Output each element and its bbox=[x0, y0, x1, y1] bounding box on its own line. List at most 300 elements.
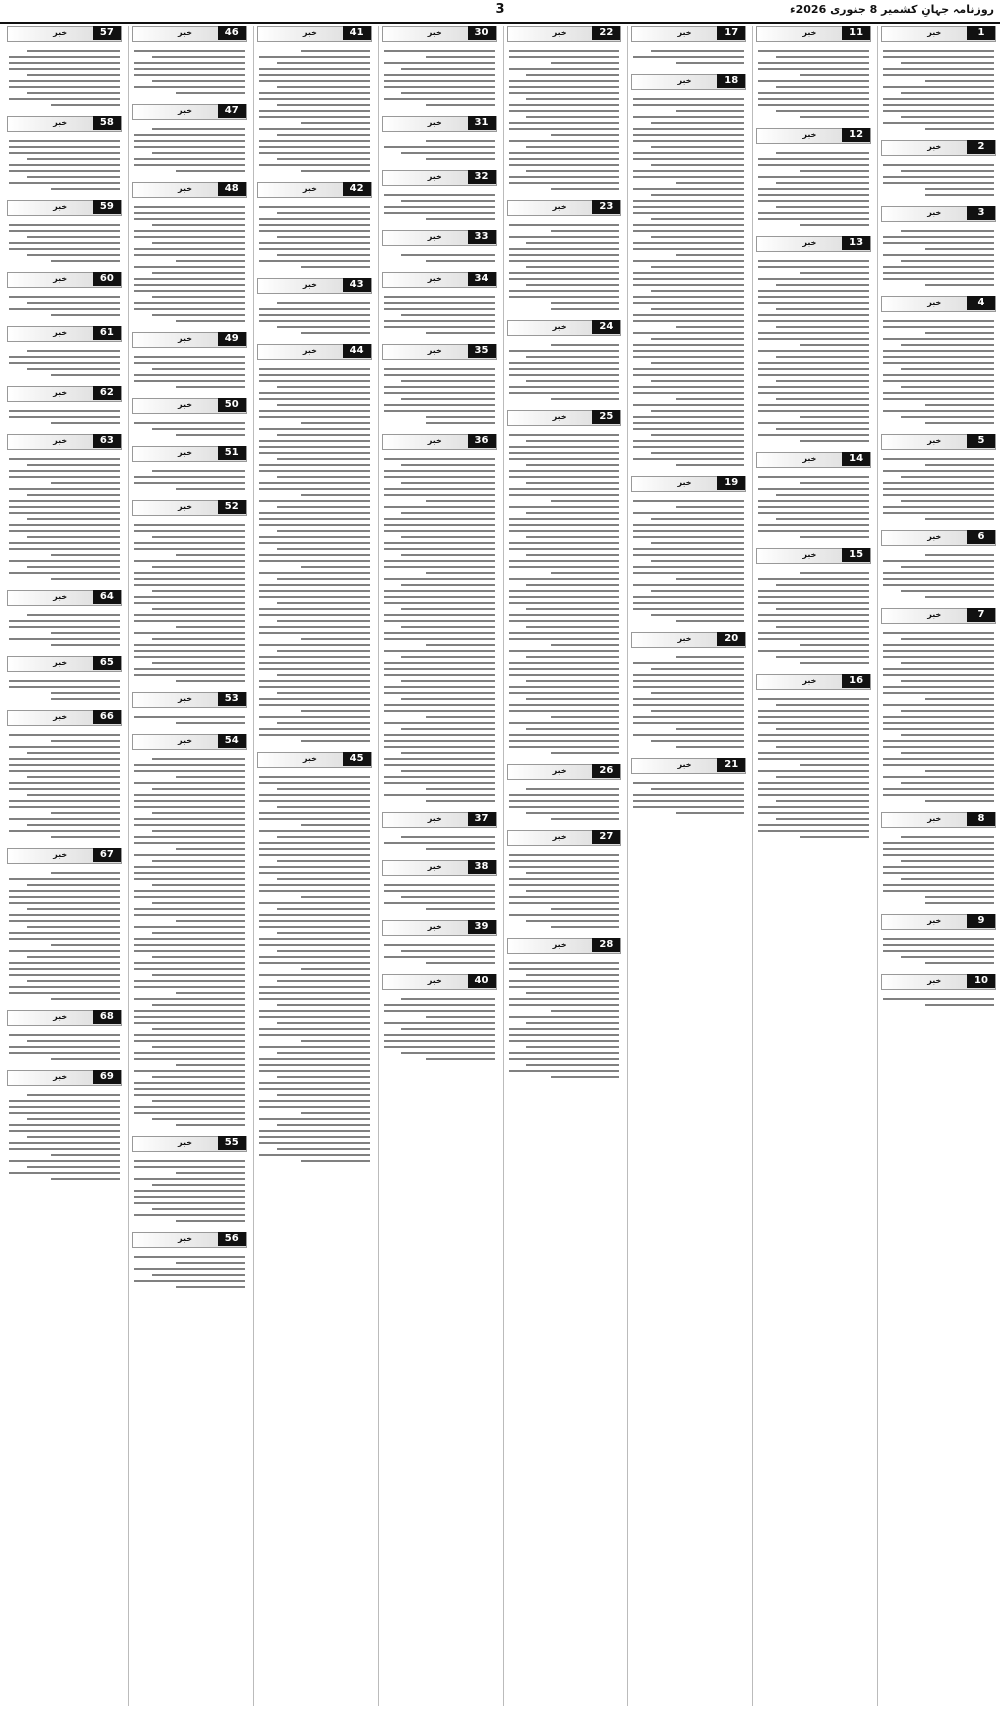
text-line bbox=[758, 362, 869, 364]
item-label: خبر bbox=[178, 448, 193, 457]
text-line bbox=[384, 62, 495, 64]
text-line bbox=[776, 728, 869, 730]
text-line bbox=[51, 314, 120, 316]
text-line bbox=[9, 1142, 120, 1144]
text-line bbox=[134, 770, 245, 772]
text-line bbox=[259, 542, 370, 544]
news-item bbox=[507, 764, 622, 825]
text-line bbox=[633, 572, 744, 574]
item-body-text bbox=[382, 993, 497, 1065]
text-line bbox=[526, 656, 619, 658]
item-header-bar bbox=[132, 182, 247, 198]
text-line bbox=[509, 566, 620, 568]
text-line bbox=[152, 902, 245, 904]
text-line bbox=[676, 812, 745, 814]
text-line bbox=[384, 518, 495, 520]
text-line bbox=[384, 74, 495, 76]
text-line bbox=[51, 632, 120, 634]
text-line bbox=[51, 1154, 120, 1156]
item-number: 27 bbox=[592, 830, 620, 844]
text-line bbox=[9, 950, 120, 952]
item-number: 47 bbox=[218, 104, 246, 118]
text-line bbox=[509, 368, 620, 370]
text-line bbox=[551, 62, 620, 64]
item-number: 65 bbox=[93, 656, 121, 670]
text-line bbox=[633, 368, 744, 370]
text-line bbox=[633, 596, 744, 598]
text-line bbox=[901, 680, 994, 682]
item-label: خبر bbox=[677, 478, 692, 487]
text-line bbox=[259, 644, 370, 646]
text-line bbox=[426, 260, 495, 262]
text-line bbox=[883, 326, 994, 328]
text-line bbox=[134, 218, 245, 220]
text-line bbox=[9, 1052, 120, 1054]
text-line bbox=[27, 1166, 120, 1168]
text-line bbox=[883, 560, 994, 562]
text-line bbox=[883, 656, 994, 658]
item-number: 32 bbox=[468, 170, 496, 184]
news-column bbox=[253, 26, 372, 1706]
item-label: خبر bbox=[927, 610, 942, 619]
text-line bbox=[901, 836, 994, 838]
item-number: 23 bbox=[592, 200, 620, 214]
text-line bbox=[426, 416, 495, 418]
text-line bbox=[758, 98, 869, 100]
news-item bbox=[7, 656, 122, 705]
text-line bbox=[633, 272, 744, 274]
text-line bbox=[901, 62, 994, 64]
text-line bbox=[384, 80, 495, 82]
text-line bbox=[883, 512, 994, 514]
text-line bbox=[27, 518, 120, 520]
news-item bbox=[7, 1070, 122, 1185]
text-line bbox=[384, 956, 495, 958]
text-line bbox=[633, 386, 744, 388]
news-item bbox=[881, 206, 996, 291]
item-label: خبر bbox=[427, 922, 442, 931]
text-line bbox=[925, 1004, 994, 1006]
item-number: 34 bbox=[468, 272, 496, 286]
text-line bbox=[176, 386, 245, 388]
text-line bbox=[758, 200, 869, 202]
item-header-bar bbox=[756, 674, 871, 690]
text-line bbox=[9, 146, 120, 148]
text-line bbox=[259, 56, 370, 58]
text-line bbox=[426, 848, 495, 850]
text-line bbox=[259, 152, 370, 154]
item-body-text bbox=[132, 201, 247, 327]
text-line bbox=[401, 608, 494, 610]
text-line bbox=[401, 950, 494, 952]
item-body-text bbox=[7, 135, 122, 195]
item-number: 36 bbox=[468, 434, 496, 448]
item-body-text bbox=[631, 45, 746, 69]
text-line bbox=[509, 290, 620, 292]
text-line bbox=[925, 596, 994, 598]
text-line bbox=[509, 350, 620, 352]
text-line bbox=[676, 182, 745, 184]
item-body-text bbox=[132, 519, 247, 687]
text-line bbox=[134, 836, 245, 838]
text-line bbox=[883, 392, 994, 394]
text-line bbox=[384, 590, 495, 592]
text-line bbox=[384, 212, 495, 214]
item-number: 3 bbox=[967, 206, 995, 220]
masthead bbox=[0, 0, 1000, 24]
text-line bbox=[134, 158, 245, 160]
text-line bbox=[901, 734, 994, 736]
text-line bbox=[259, 380, 370, 382]
text-line bbox=[277, 1124, 370, 1126]
text-line bbox=[176, 1124, 245, 1126]
text-line bbox=[551, 500, 620, 502]
item-body-text bbox=[881, 627, 996, 807]
news-item bbox=[7, 590, 122, 651]
text-line bbox=[277, 602, 370, 604]
text-line bbox=[277, 236, 370, 238]
text-line bbox=[134, 1094, 245, 1096]
text-line bbox=[633, 260, 744, 262]
text-line bbox=[277, 104, 370, 106]
text-line bbox=[883, 338, 994, 340]
text-line bbox=[758, 290, 869, 292]
item-body-text bbox=[382, 363, 497, 429]
text-line bbox=[152, 788, 245, 790]
text-line bbox=[526, 812, 619, 814]
item-header-bar bbox=[881, 296, 996, 312]
item-body-text bbox=[382, 453, 497, 807]
text-line bbox=[134, 1178, 245, 1180]
text-line bbox=[51, 998, 120, 1000]
text-line bbox=[134, 866, 245, 868]
text-line bbox=[9, 788, 120, 790]
item-body-text bbox=[881, 933, 996, 969]
text-line bbox=[384, 50, 495, 52]
text-line bbox=[259, 230, 370, 232]
text-line bbox=[758, 734, 869, 736]
item-header-bar bbox=[7, 386, 122, 402]
text-line bbox=[277, 158, 370, 160]
text-line bbox=[152, 296, 245, 298]
item-number: 8 bbox=[967, 812, 995, 826]
text-line bbox=[277, 476, 370, 478]
text-line bbox=[758, 500, 869, 502]
news-item bbox=[507, 938, 622, 1083]
text-line bbox=[526, 728, 619, 730]
text-line bbox=[758, 752, 869, 754]
text-line bbox=[633, 584, 744, 586]
text-line bbox=[758, 698, 869, 700]
text-line bbox=[526, 536, 619, 538]
text-line bbox=[152, 1100, 245, 1102]
text-line bbox=[526, 1064, 619, 1066]
item-body-text bbox=[507, 45, 622, 195]
text-line bbox=[633, 428, 744, 430]
text-line bbox=[134, 872, 245, 874]
text-line bbox=[134, 548, 245, 550]
item-header-bar bbox=[382, 116, 497, 132]
text-line bbox=[134, 1010, 245, 1012]
news-item bbox=[132, 1232, 247, 1293]
text-line bbox=[152, 1118, 245, 1120]
news-item bbox=[7, 1010, 122, 1065]
text-line bbox=[152, 884, 245, 886]
text-line bbox=[176, 920, 245, 922]
text-line bbox=[426, 140, 495, 142]
text-line bbox=[134, 1280, 245, 1282]
text-line bbox=[259, 596, 370, 598]
text-line bbox=[776, 326, 869, 328]
text-line bbox=[134, 1190, 245, 1192]
text-line bbox=[651, 266, 744, 268]
text-line bbox=[509, 914, 620, 916]
text-line bbox=[259, 1070, 370, 1072]
text-line bbox=[551, 572, 620, 574]
text-line bbox=[277, 620, 370, 622]
text-line bbox=[509, 806, 620, 808]
text-line bbox=[384, 386, 495, 388]
item-body-text bbox=[132, 753, 247, 1131]
text-line bbox=[259, 794, 370, 796]
text-line bbox=[633, 302, 744, 304]
text-line bbox=[134, 980, 245, 982]
text-line bbox=[776, 308, 869, 310]
text-line bbox=[551, 308, 620, 310]
text-line bbox=[883, 362, 994, 364]
text-line bbox=[758, 422, 869, 424]
text-line bbox=[633, 278, 744, 280]
text-line bbox=[651, 452, 744, 454]
text-line bbox=[901, 416, 994, 418]
item-body-text bbox=[756, 693, 871, 843]
item-label: خبر bbox=[552, 832, 567, 841]
text-line bbox=[776, 776, 869, 778]
text-line bbox=[676, 254, 745, 256]
text-line bbox=[401, 1052, 494, 1054]
text-line bbox=[509, 476, 620, 478]
text-line bbox=[134, 1040, 245, 1042]
text-line bbox=[426, 422, 495, 424]
item-number: 58 bbox=[93, 116, 121, 130]
text-line bbox=[883, 254, 994, 256]
text-line bbox=[776, 182, 869, 184]
item-number: 69 bbox=[93, 1070, 121, 1084]
item-header-bar bbox=[7, 200, 122, 216]
text-line bbox=[134, 674, 245, 676]
text-line bbox=[758, 158, 869, 160]
text-line bbox=[51, 422, 120, 424]
item-header-bar bbox=[132, 446, 247, 462]
text-line bbox=[526, 554, 619, 556]
item-body-text bbox=[507, 957, 622, 1083]
text-line bbox=[883, 842, 994, 844]
news-item bbox=[257, 26, 372, 177]
text-line bbox=[301, 896, 370, 898]
text-line bbox=[134, 1268, 245, 1270]
text-line bbox=[526, 464, 619, 466]
text-line bbox=[259, 1154, 370, 1156]
text-line bbox=[9, 686, 120, 688]
text-line bbox=[277, 530, 370, 532]
text-line bbox=[152, 566, 245, 568]
item-number: 59 bbox=[93, 200, 121, 214]
item-label: خبر bbox=[53, 274, 68, 283]
text-line bbox=[176, 434, 245, 436]
text-line bbox=[883, 272, 994, 274]
text-line bbox=[676, 746, 745, 748]
text-line bbox=[758, 740, 869, 742]
item-header-bar bbox=[756, 128, 871, 144]
text-line bbox=[259, 260, 370, 262]
text-line bbox=[277, 458, 370, 460]
news-item bbox=[881, 140, 996, 201]
item-header-bar bbox=[7, 434, 122, 450]
text-line bbox=[633, 170, 744, 172]
news-item bbox=[382, 860, 497, 915]
text-line bbox=[901, 782, 994, 784]
text-line bbox=[277, 1052, 370, 1054]
item-body-text bbox=[756, 567, 871, 669]
text-line bbox=[633, 104, 744, 106]
text-line bbox=[633, 680, 744, 682]
text-line bbox=[259, 110, 370, 112]
text-line bbox=[384, 632, 495, 634]
text-line bbox=[259, 608, 370, 610]
text-line bbox=[401, 770, 494, 772]
text-line bbox=[134, 74, 245, 76]
item-number: 30 bbox=[468, 26, 496, 40]
text-line bbox=[259, 890, 370, 892]
item-number: 39 bbox=[468, 920, 496, 934]
item-label: خبر bbox=[927, 814, 942, 823]
text-line bbox=[551, 344, 620, 346]
text-line bbox=[901, 170, 994, 172]
text-line bbox=[901, 638, 994, 640]
item-number: 43 bbox=[343, 278, 371, 292]
text-line bbox=[883, 584, 994, 586]
text-line bbox=[9, 170, 120, 172]
text-line bbox=[259, 500, 370, 502]
text-line bbox=[134, 1088, 245, 1090]
text-line bbox=[152, 1184, 245, 1186]
text-line bbox=[883, 692, 994, 694]
text-line bbox=[51, 578, 120, 580]
text-line bbox=[883, 644, 994, 646]
item-number: 42 bbox=[343, 182, 371, 196]
text-line bbox=[134, 572, 245, 574]
item-number: 6 bbox=[967, 530, 995, 544]
item-body-text bbox=[132, 711, 247, 729]
text-line bbox=[134, 362, 245, 364]
text-line bbox=[134, 1214, 245, 1216]
text-line bbox=[277, 62, 370, 64]
item-number: 64 bbox=[93, 590, 121, 604]
text-line bbox=[676, 62, 745, 64]
text-line bbox=[509, 1004, 620, 1006]
item-number: 38 bbox=[468, 860, 496, 874]
text-line bbox=[509, 374, 620, 376]
item-header-bar bbox=[382, 920, 497, 936]
text-line bbox=[633, 524, 744, 526]
text-line bbox=[509, 152, 620, 154]
item-label: خبر bbox=[552, 766, 567, 775]
text-line bbox=[883, 122, 994, 124]
item-header-bar bbox=[756, 236, 871, 252]
text-line bbox=[301, 422, 370, 424]
item-header-bar bbox=[132, 692, 247, 708]
text-line bbox=[633, 134, 744, 136]
text-line bbox=[152, 608, 245, 610]
text-line bbox=[134, 842, 245, 844]
text-line bbox=[526, 284, 619, 286]
item-number: 48 bbox=[218, 182, 246, 196]
item-body-text bbox=[507, 429, 622, 759]
text-line bbox=[883, 278, 994, 280]
text-line bbox=[259, 776, 370, 778]
item-body-text bbox=[756, 147, 871, 231]
text-line bbox=[901, 500, 994, 502]
text-line bbox=[883, 572, 994, 574]
text-line bbox=[901, 260, 994, 262]
item-header-bar bbox=[382, 170, 497, 186]
text-line bbox=[526, 482, 619, 484]
text-line bbox=[633, 500, 744, 502]
text-line bbox=[526, 74, 619, 76]
text-line bbox=[176, 1262, 245, 1264]
text-line bbox=[651, 740, 744, 742]
text-line bbox=[9, 896, 120, 898]
text-line bbox=[152, 638, 245, 640]
text-line bbox=[883, 506, 994, 508]
text-line bbox=[27, 254, 120, 256]
text-line bbox=[134, 878, 245, 880]
item-header-bar bbox=[382, 812, 497, 828]
news-item bbox=[7, 26, 122, 111]
text-line bbox=[426, 218, 495, 220]
text-line bbox=[676, 326, 745, 328]
text-line bbox=[384, 602, 495, 604]
text-line bbox=[676, 728, 745, 730]
text-line bbox=[259, 392, 370, 394]
text-line bbox=[152, 830, 245, 832]
text-line bbox=[776, 584, 869, 586]
news-item bbox=[382, 116, 497, 165]
text-line bbox=[509, 674, 620, 676]
text-line bbox=[9, 488, 120, 490]
text-line bbox=[134, 1034, 245, 1036]
text-line bbox=[384, 902, 495, 904]
news-item bbox=[756, 452, 871, 543]
text-line bbox=[883, 356, 994, 358]
text-line bbox=[51, 1058, 120, 1060]
text-line bbox=[277, 134, 370, 136]
text-line bbox=[925, 284, 994, 286]
text-line bbox=[526, 170, 619, 172]
text-line bbox=[301, 638, 370, 640]
text-line bbox=[758, 632, 869, 634]
text-line bbox=[758, 320, 869, 322]
news-item bbox=[881, 296, 996, 429]
text-line bbox=[259, 452, 370, 454]
item-header-bar bbox=[132, 1136, 247, 1152]
text-line bbox=[776, 518, 869, 520]
text-line bbox=[277, 788, 370, 790]
item-header-bar bbox=[7, 848, 122, 864]
text-line bbox=[27, 494, 120, 496]
text-line bbox=[134, 818, 245, 820]
text-line bbox=[259, 734, 370, 736]
